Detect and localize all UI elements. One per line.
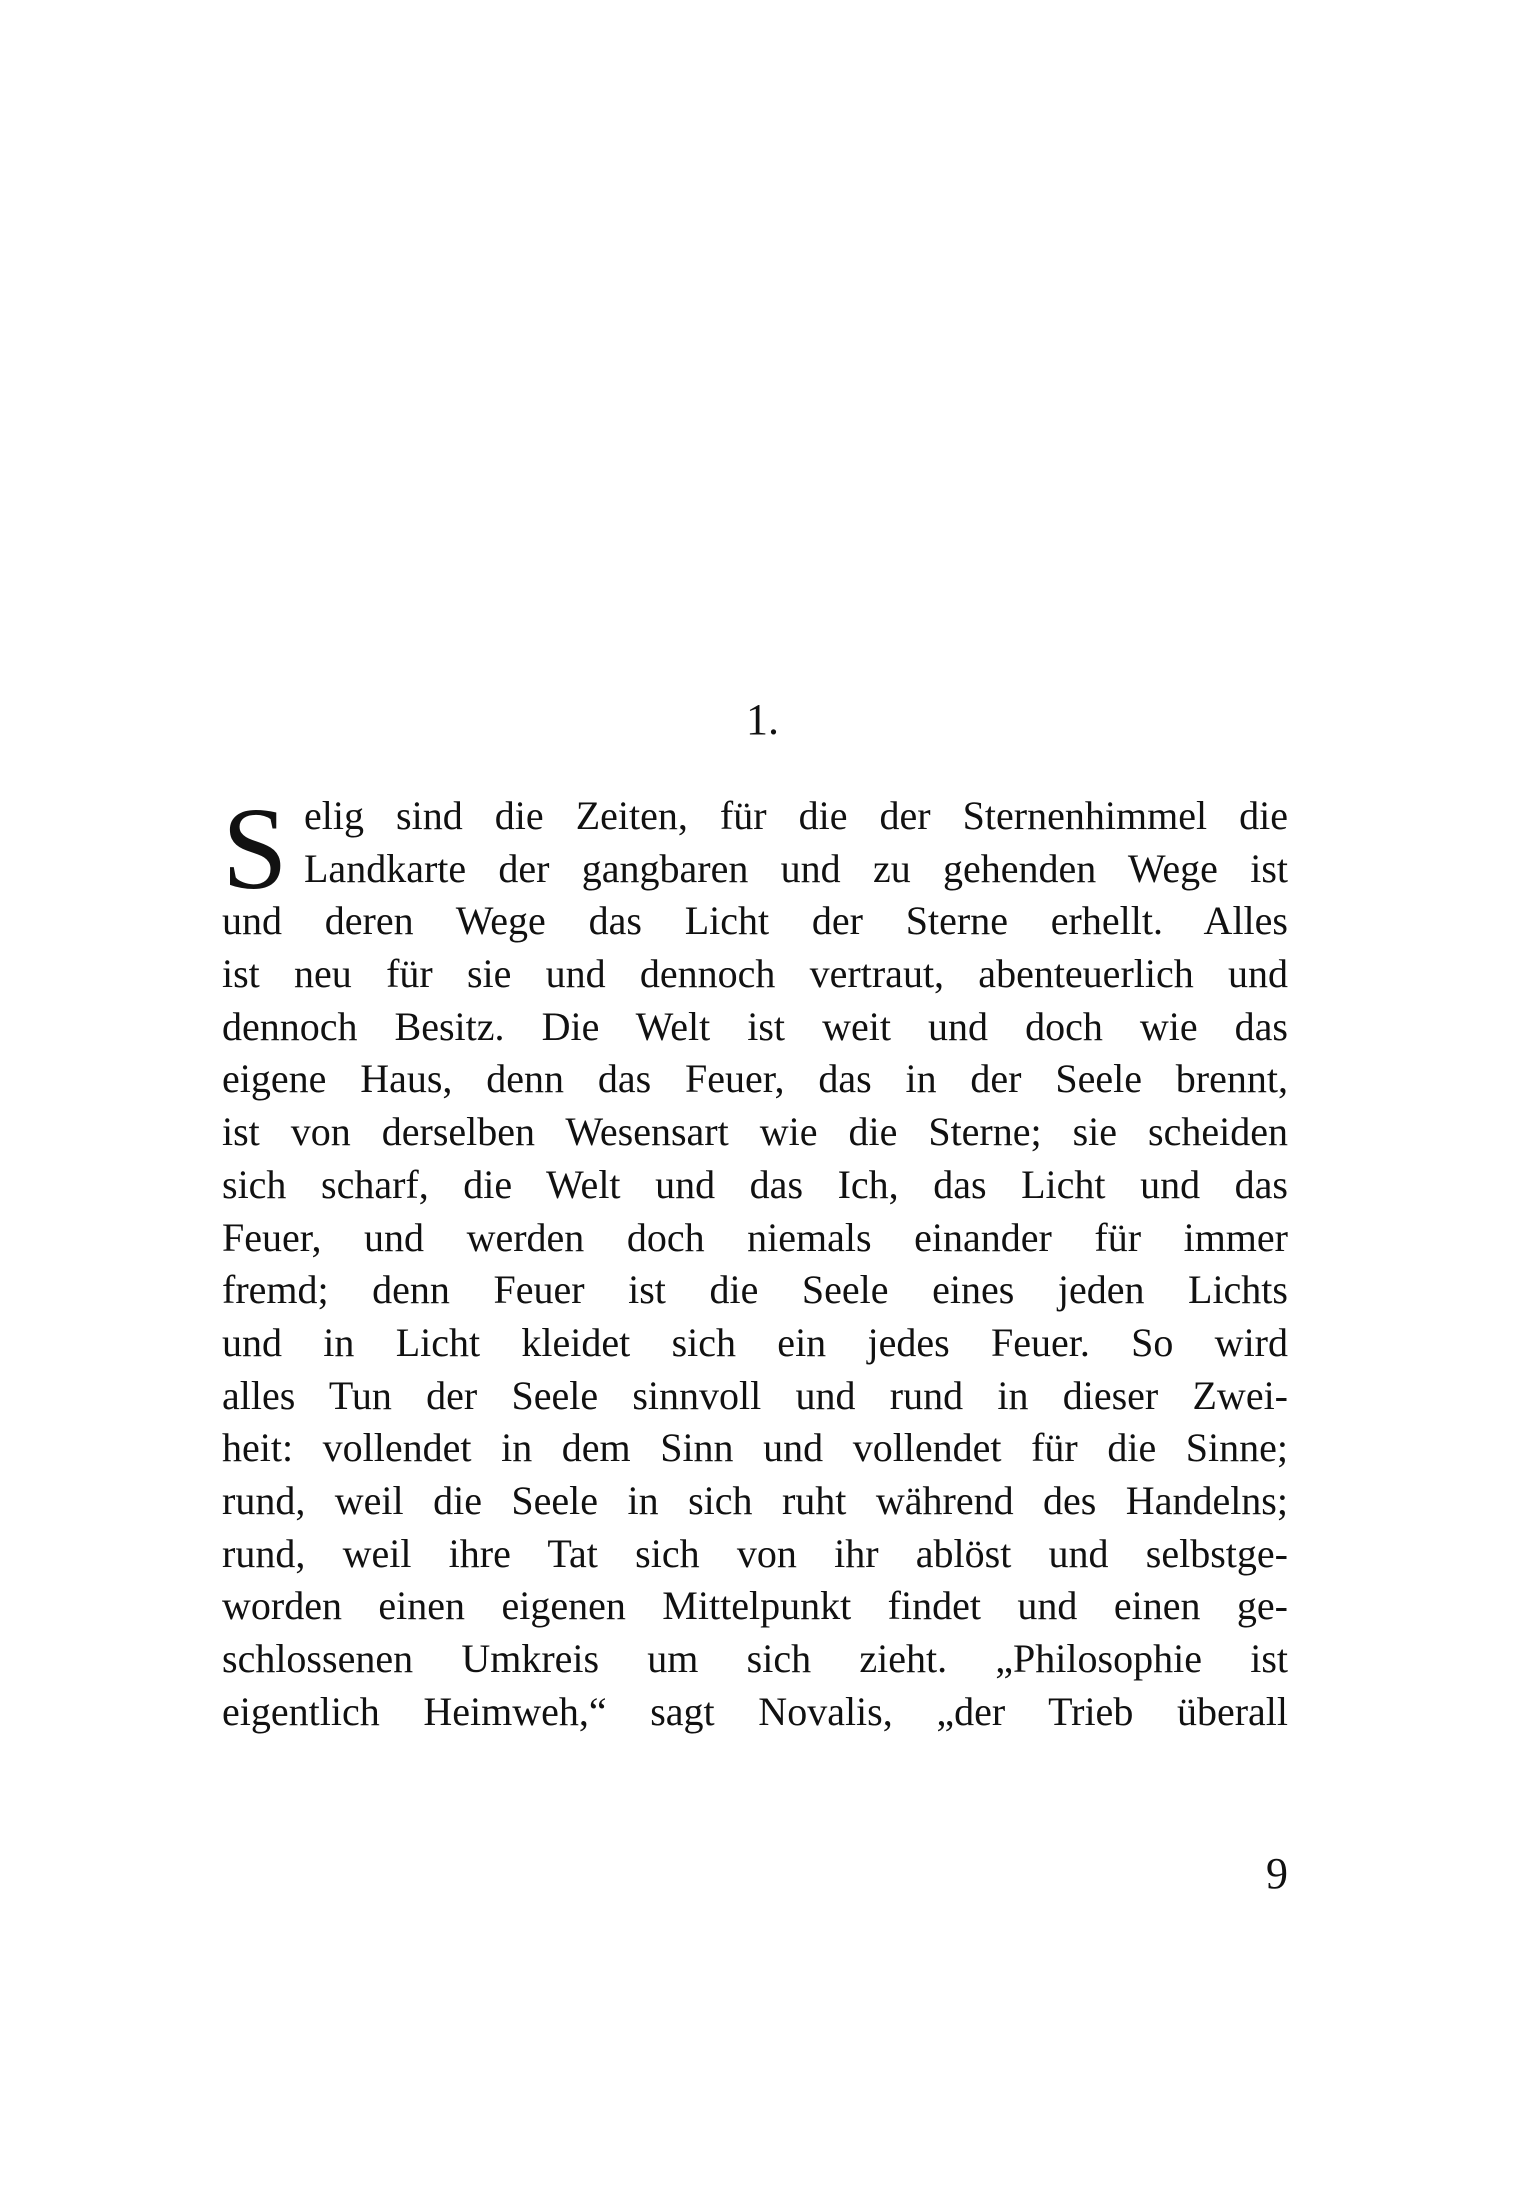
text-line: und deren Wege das Licht der Sterne erhellt. Alles (222, 898, 1288, 944)
text-line: elig sind die Zeiten, für die der Sternenhimmel die (304, 793, 1288, 838)
text-line: rund, weil ihre Tat sich von ihr ablöst und selbstge- (222, 1530, 1288, 1576)
drop-cap: S (222, 783, 288, 914)
text-line: eigene Haus, denn das Feuer, das in der Seele brennt, (222, 1056, 1288, 1102)
text-line: heit: vollendet in dem Sinn und vollendet für die Sinne; (222, 1425, 1288, 1471)
text-line: worden einen eigenen Mittelpunkt findet und einen ge- (222, 1583, 1288, 1629)
text-line: schlossenen Umkreis um sich zieht. „Philosophie ist (222, 1636, 1288, 1681)
text-line: und in Licht kleidet sich ein jedes Feuer. So wird (222, 1319, 1288, 1365)
text-line: Feuer, und werden doch niemals einander für immer (222, 1214, 1288, 1260)
text-line: eigentlich Heimweh,“ sagt Novalis, „der Trieb überall (222, 1688, 1288, 1734)
text-line: dennoch Besitz. Die Welt ist weit und doch wie das (222, 1003, 1288, 1049)
page-number: 9 (1266, 1849, 1288, 1898)
chapter-number: 1. (746, 695, 779, 744)
text-line: alles Tun der Seele sinnvoll und rund in dieser Zwei- (222, 1372, 1288, 1418)
text-line: ist neu für sie und dennoch vertraut, abenteuerlich und (222, 951, 1288, 997)
text-line: rund, weil die Seele in sich ruht während des Handelns; (222, 1477, 1288, 1523)
text-line: ist von derselben Wesensart wie die Sterne; sie scheiden (222, 1109, 1288, 1155)
text-line: fremd; denn Feuer ist die Seele eines jeden Lichts (222, 1267, 1288, 1313)
text-line: sich scharf, die Welt und das Ich, das Licht und das (222, 1161, 1288, 1207)
text-line: Landkarte der gangbaren und zu gehenden Wege ist (304, 845, 1288, 891)
body-paragraph (222, 783, 1288, 1738)
